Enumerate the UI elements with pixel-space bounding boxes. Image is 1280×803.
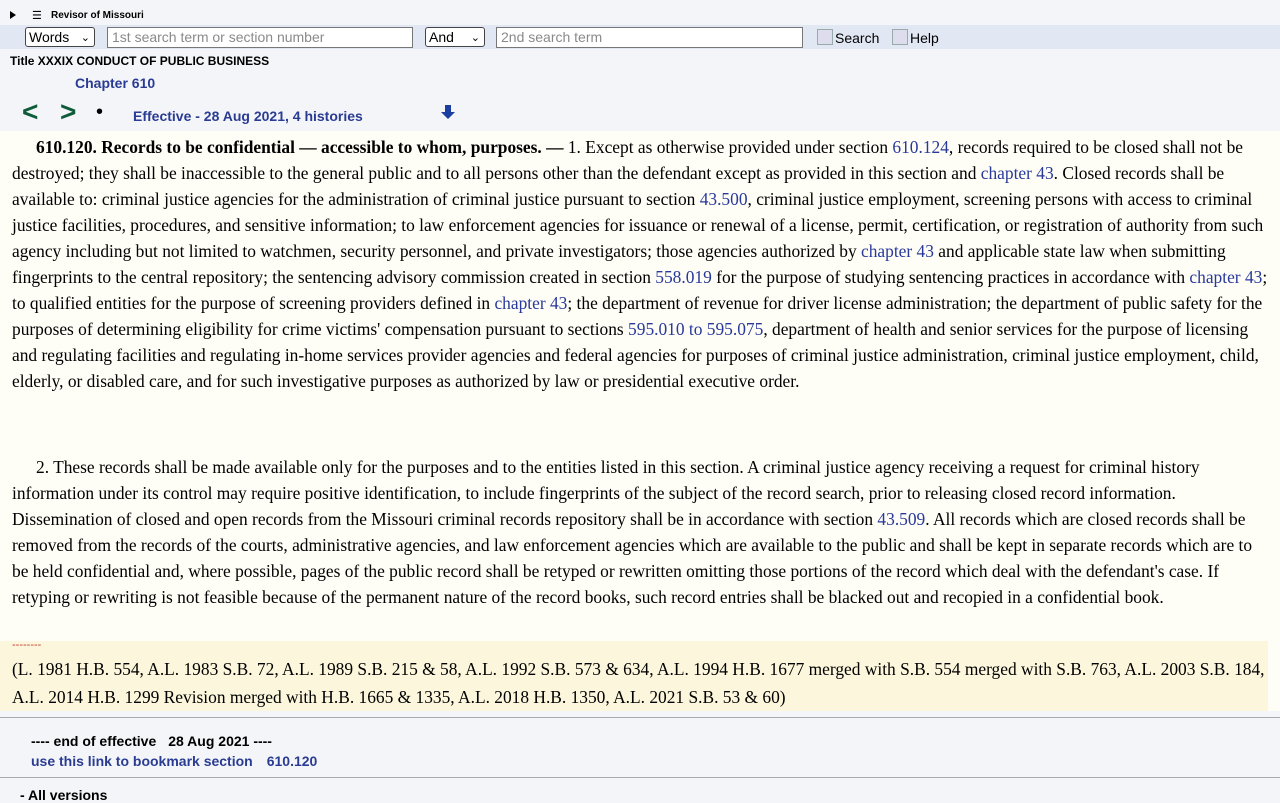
second-term-placeholder: 2nd search term — [501, 29, 603, 45]
help-image-icon — [892, 29, 908, 45]
bookmark-section-number: 610.120 — [266, 753, 318, 769]
divider — [0, 717, 1280, 718]
text: , criminal justice employment, screening persons with access to criminal justice facilities, procedures, and sensitive information; to law enforcement agencies for issuance or renewal of a license, permit, certification, or registration of authority from such agency including but not limited to watchmen, security personnel, and private investigators; those agencies authorized by — [12, 189, 1264, 261]
section-paragraph-1 — [12, 134, 1272, 394]
text: and applicable state law when submitting fingerprints to the central repository; the sentencing advisory commission created in section — [12, 241, 1226, 287]
chapter-link[interactable]: Chapter 610 — [75, 75, 156, 91]
first-term-placeholder: 1st search term or section number — [112, 29, 325, 45]
second-term-input[interactable] — [496, 27, 803, 48]
operator-value: And — [429, 29, 454, 45]
link-595-010-to-595-075[interactable]: 595.010 to 595.075 — [628, 319, 764, 339]
title-heading[interactable]: Title XXXIX CONDUCT OF PUBLIC BUSINESS — [10, 54, 270, 68]
chevron-down-icon: ⌄ — [80, 32, 90, 44]
text: ; to qualified entities for the purpose of screening providers defined in — [12, 267, 1268, 313]
bookmark-label: use this link to bookmark section — [31, 753, 253, 769]
end-of-effective — [31, 733, 272, 749]
search-mode-select[interactable] — [25, 27, 95, 47]
history-box — [0, 641, 1268, 711]
section-heading: 610.120. Records to be confidential — accessible to whom, purposes. — — [36, 137, 564, 157]
current-section-dot[interactable]: • — [96, 101, 104, 123]
section-paragraph-2 — [12, 454, 1272, 610]
help-button-label: Help — [910, 30, 939, 46]
text: ; the department of revenue for driver license administration; the department of public safety for the purposes of determining eligibility for crime victims' compensation pursuant to sections — [12, 293, 1263, 339]
expand-triangle-icon[interactable] — [10, 11, 16, 19]
text: , records required to be closed shall not be destroyed; they shall be inaccessible to the general public and to all persons other than the defendant except as provided in this section and — [12, 137, 1244, 183]
link-610-124[interactable]: 610.124 — [892, 137, 949, 157]
link-43-500[interactable]: 43.500 — [699, 189, 748, 209]
bookmark-link[interactable] — [31, 753, 317, 769]
text: 1. Except as otherwise provided under section — [567, 137, 893, 157]
link-558-019[interactable]: 558.019 — [655, 267, 712, 287]
operator-select[interactable] — [425, 27, 485, 47]
search-bar — [0, 25, 1280, 49]
end-label: ---- end of effective — [31, 733, 157, 749]
next-section-button[interactable]: > — [60, 96, 77, 127]
link-chapter-43[interactable]: chapter 43 — [1189, 267, 1263, 287]
history-text: (L. 1981 H.B. 554, A.L. 1983 S.B. 72, A.L. 1989 S.B. 215 & 58, A.L. 1992 S.B. 573 & 634, A.L. 1994 H.B. 1677 merged with S.B. 554 merged with S.B. 763, A.L. 2003 S.B. 184, A.L. 2014 H.B. 1299 Revision merged with H.B. 1665 & 1335, A.L. 2018 H.B. 1350, A.L. 2021 S.B. 53 & 60) — [12, 659, 1265, 707]
text: . All records which are closed records shall be removed from the records of the courts, administrative agencies, and law enforcement agencies which are available to the public and shall be kept in separate records which are to be held confidential and, where possible, pages of the public record shall be retyped or rewritten omitting those portions of the record which deal with the defendant's case. If retyping or rewriting is not feasible because of the permanent nature of the record books, such record entries shall be blacked out and recopied in a confidential book. — [12, 509, 1253, 607]
chevron-down-icon: ⌄ — [470, 32, 480, 44]
search-image-icon — [817, 29, 833, 45]
effective-date-link[interactable]: Effective - 28 Aug 2021, 4 histories — [133, 108, 363, 124]
search-button-label: Search — [835, 30, 880, 46]
search-mode-value: Words — [29, 29, 70, 45]
history-separator: -------- — [12, 639, 42, 651]
link-chapter-43[interactable]: chapter 43 — [494, 293, 568, 313]
section-content — [0, 131, 1280, 711]
link-chapter-43[interactable]: chapter 43 — [980, 163, 1054, 183]
arrow-down-icon[interactable] — [440, 104, 456, 120]
site-name[interactable]: Revisor of Missouri — [51, 10, 144, 21]
end-date: 28 Aug 2021 ---- — [168, 733, 272, 749]
first-term-input[interactable] — [107, 27, 413, 48]
link-43-509[interactable]: 43.509 — [877, 509, 926, 529]
link-chapter-43[interactable]: chapter 43 — [861, 241, 934, 261]
text: , department of health and senior services for the purpose of licensing and regulating facilities and regulating in-home services provider agencies and federal agencies for purposes of criminal justice administration, criminal justice employment, child, elderly, or disabled care, and for such investigative purposes as authorized by law or presidential executive order. — [12, 319, 1259, 391]
previous-section-button[interactable]: < — [22, 96, 39, 127]
search-button[interactable] — [817, 29, 879, 47]
all-versions-toggle[interactable]: - All versions — [20, 787, 108, 803]
help-button[interactable] — [892, 29, 939, 47]
text: for the purpose of studying sentencing practices in accordance with — [711, 267, 1190, 287]
divider — [0, 777, 1280, 778]
text: . Closed records shall be available to: criminal justice agencies for the administration of criminal justice pursuant to section — [12, 163, 1225, 209]
top-bar — [0, 8, 1280, 25]
menu-icon[interactable]: ☰ — [32, 10, 42, 22]
text: 2. These records shall be made available only for the purposes and to the entities listed in this section. A criminal justice agency receiving a request for criminal history information under its control may require positive identification, to include fingerprints of the subject of the record search, prior to releasing closed record information. Dissemination of closed and open records from the Missouri criminal records repository shall be in accordance with section — [12, 457, 1200, 529]
